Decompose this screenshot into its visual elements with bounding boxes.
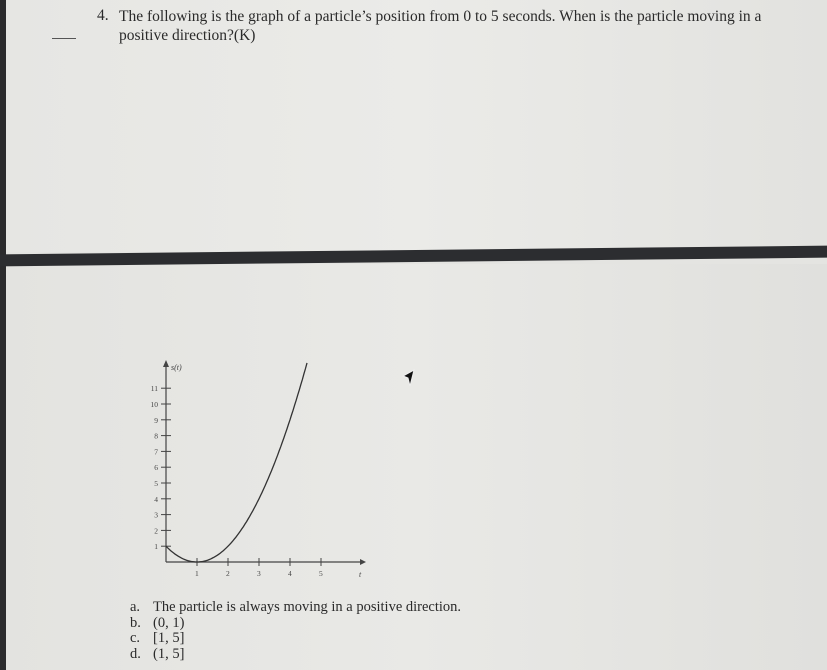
y-tick-label: 3 (154, 510, 158, 520)
y-axis-label: s(t) (171, 363, 182, 372)
choice-b[interactable] (130, 616, 461, 632)
y-tick-label: 4 (154, 494, 158, 504)
y-tick-label: 6 (154, 463, 158, 473)
choice-a[interactable] (130, 600, 461, 616)
y-axis-arrow-icon (163, 360, 169, 367)
choice-letter: a. (130, 599, 141, 615)
y-tick-label: 8 (154, 431, 158, 441)
position-graph (130, 355, 380, 585)
x-axis-label: t (359, 570, 362, 579)
choice-text: [1, 5] (153, 630, 185, 646)
x-tick-label: 3 (257, 569, 261, 578)
question-number: 4. (97, 7, 109, 24)
x-tick-label: 2 (226, 569, 230, 578)
choice-text: The particle is always moving in a positive direction. (153, 599, 462, 615)
y-tick-label: 2 (154, 526, 158, 536)
y-tick-label: 1 (154, 542, 158, 552)
x-tick-label: 4 (288, 569, 292, 578)
x-tick-label: 1 (195, 569, 199, 578)
choice-text: (0, 1) (153, 614, 185, 631)
y-tick-label: 9 (154, 415, 158, 425)
x-tick-label: 5 (319, 569, 323, 578)
question-text: The following is the graph of a particle’s position from 0 to 5 seconds. When is the particle moving in a positive direction?(K) (119, 8, 762, 44)
choice-letter: b. (130, 614, 141, 631)
x-axis-arrow-icon (360, 559, 366, 565)
position-curve-st (166, 363, 307, 562)
page-edge-shadow (0, 0, 6, 670)
answer-blank-line (52, 38, 76, 39)
choice-letter: d. (130, 645, 141, 662)
y-tick-label: 11 (150, 384, 158, 394)
y-tick-label: 5 (154, 479, 158, 488)
y-tick-label: 7 (154, 447, 158, 457)
answer-choices (130, 600, 461, 662)
mouse-cursor-icon (400, 368, 420, 390)
choice-letter: c. (130, 630, 141, 646)
choice-text: (1, 5] (153, 645, 185, 662)
choice-c[interactable] (130, 631, 461, 647)
y-tick-label: 10 (150, 400, 158, 409)
choice-d[interactable] (130, 647, 461, 663)
